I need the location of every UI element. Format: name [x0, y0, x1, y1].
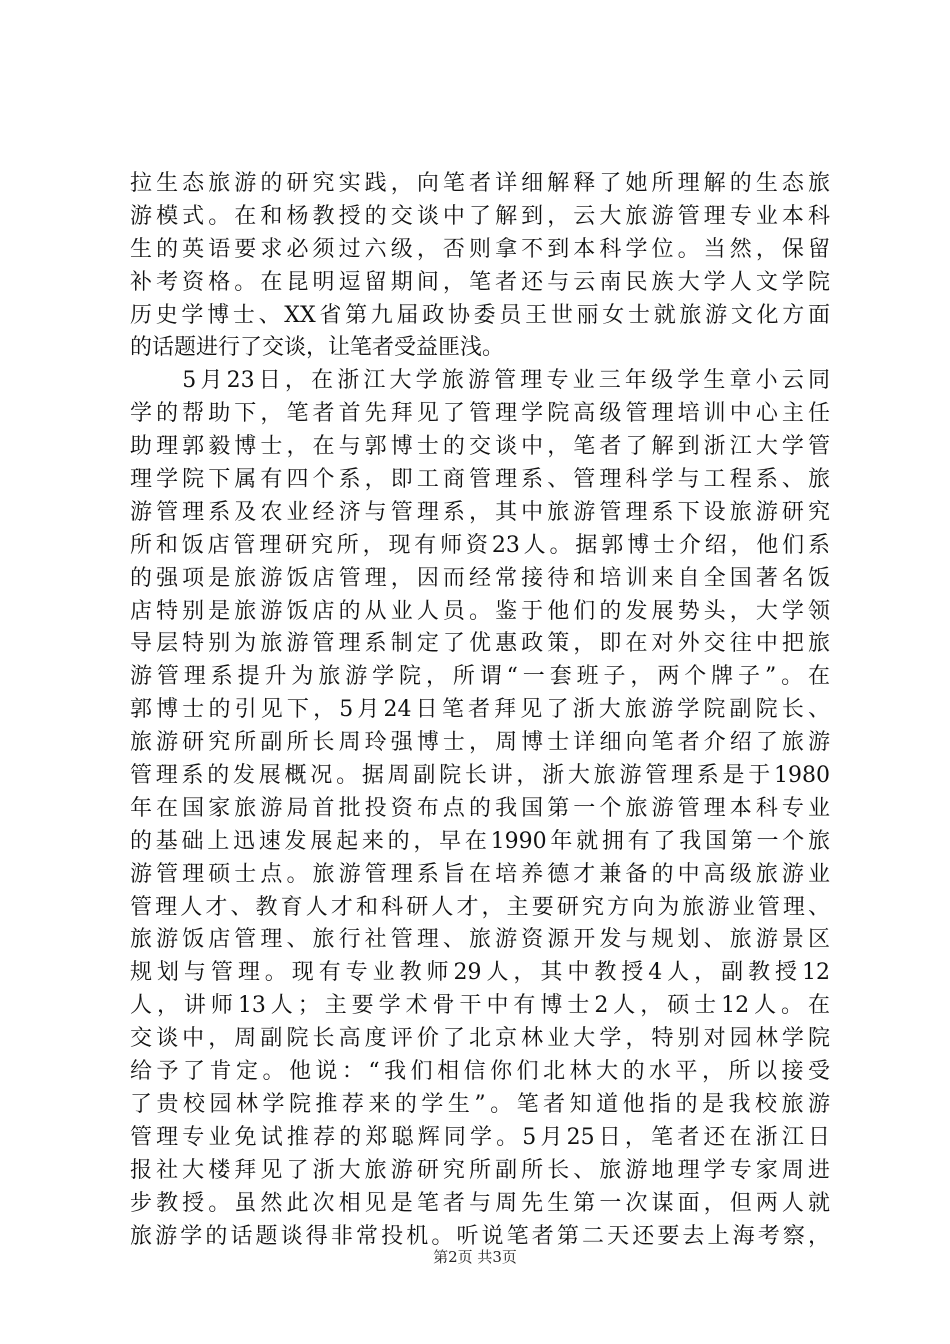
text-line: 游模式。在和杨教授的交谈中了解到，云大旅游管理专业本科	[130, 203, 830, 229]
text-line: 学的帮助下，笔者首先拜见了管理学院高级管理培训中心主任	[130, 401, 830, 427]
text-line: 的话题进行了交谈，让笔者受益匪浅。	[130, 335, 505, 361]
text-line: 店特别是旅游饭店的从业人员。鉴于他们的发展势头，大学领	[130, 598, 830, 624]
text-line: 交谈中，周副院长高度评价了北京林业大学，特别对园林学院	[130, 1026, 830, 1052]
text-line: 旅游饭店管理、旅行社管理、旅游资源开发与规划、旅游景区	[130, 927, 830, 953]
text-line: 规划与管理。现有专业教师29人，其中教授4人，副教授12	[130, 960, 830, 986]
text-line: 理学院下属有四个系，即工商管理系、管理科学与工程系、旅	[130, 467, 830, 493]
text-line: 拉生态旅游的研究实践，向笔者详细解释了她所理解的生态旅	[130, 171, 830, 196]
text-line: 导层特别为旅游管理系制定了优惠政策，即在对外交往中把旅	[130, 631, 830, 657]
text-line: 郭博士的引见下，5月24日笔者拜见了浙大旅游学院副院长、	[130, 697, 830, 723]
text-line: 了贵校园林学院推荐来的学生”。笔者知道他指的是我校旅游	[130, 1091, 830, 1117]
text-line: 生的英语要求必须过六级，否则拿不到本科学位。当然，保留	[130, 236, 830, 262]
text-line: 补考资格。在昆明逗留期间，笔者还与云南民族大学人文学院	[130, 269, 830, 295]
body-text	[130, 168, 830, 1253]
text-line: 游管理系提升为旅游学院，所谓“一套班子，两个牌子”。在	[130, 664, 830, 690]
text-line: 历史学博士、XX省第九届政协委员王世丽女士就旅游文化方面	[130, 302, 830, 328]
text-line: 年在国家旅游局首批投资布点的我国第一个旅游管理本科专业	[130, 795, 830, 821]
text-line: 游管理硕士点。旅游管理系旨在培养德才兼备的中高级旅游业	[130, 861, 830, 887]
text-line: 管理系的发展概况。据周副院长讲，浙大旅游管理系是于1980	[130, 763, 830, 789]
text-line: 人，讲师13人；主要学术骨干中有博士2人，硕士12人。在	[130, 993, 830, 1019]
text-line: 报社大楼拜见了浙大旅游研究所副所长、旅游地理学专家周进	[130, 1157, 830, 1183]
text-line: 助理郭毅博士，在与郭博士的交谈中，笔者了解到浙江大学管	[130, 434, 830, 460]
page-number-footer: 第2页 共3页	[433, 1248, 517, 1266]
text-line: 游管理系及农业经济与管理系，其中旅游管理系下设旅游研究	[130, 499, 830, 525]
text-line: 管理专业免试推荐的郑聪辉同学。5月25日，笔者还在浙江日	[130, 1124, 830, 1150]
text-line: 的强项是旅游饭店管理，因而经常接待和培训来自全国著名饭	[130, 565, 830, 591]
text-line: 步教授。虽然此次相见是笔者与周先生第一次谋面，但两人就	[130, 1190, 830, 1216]
text-line: 所和饭店管理研究所，现有师资23人。据郭博士介绍，他们系	[130, 532, 830, 558]
text-line: 旅游学的话题谈得非常投机。听说笔者第二天还要去上海考察，	[130, 1223, 830, 1249]
text-line: 管理人才、教育人才和科研人才，主要研究方向为旅游业管理、	[130, 894, 830, 920]
text-line: 旅游研究所副所长周玲强博士，周博士详细向笔者介绍了旅游	[130, 730, 830, 756]
text-line: 给予了肯定。他说：“我们相信你们北林大的水平，所以接受	[130, 1059, 830, 1085]
text-line: 5月23日，在浙江大学旅游管理专业三年级学生章小云同	[130, 368, 830, 394]
text-line: 的基础上迅速发展起来的，早在1990年就拥有了我国第一个旅	[130, 828, 830, 854]
